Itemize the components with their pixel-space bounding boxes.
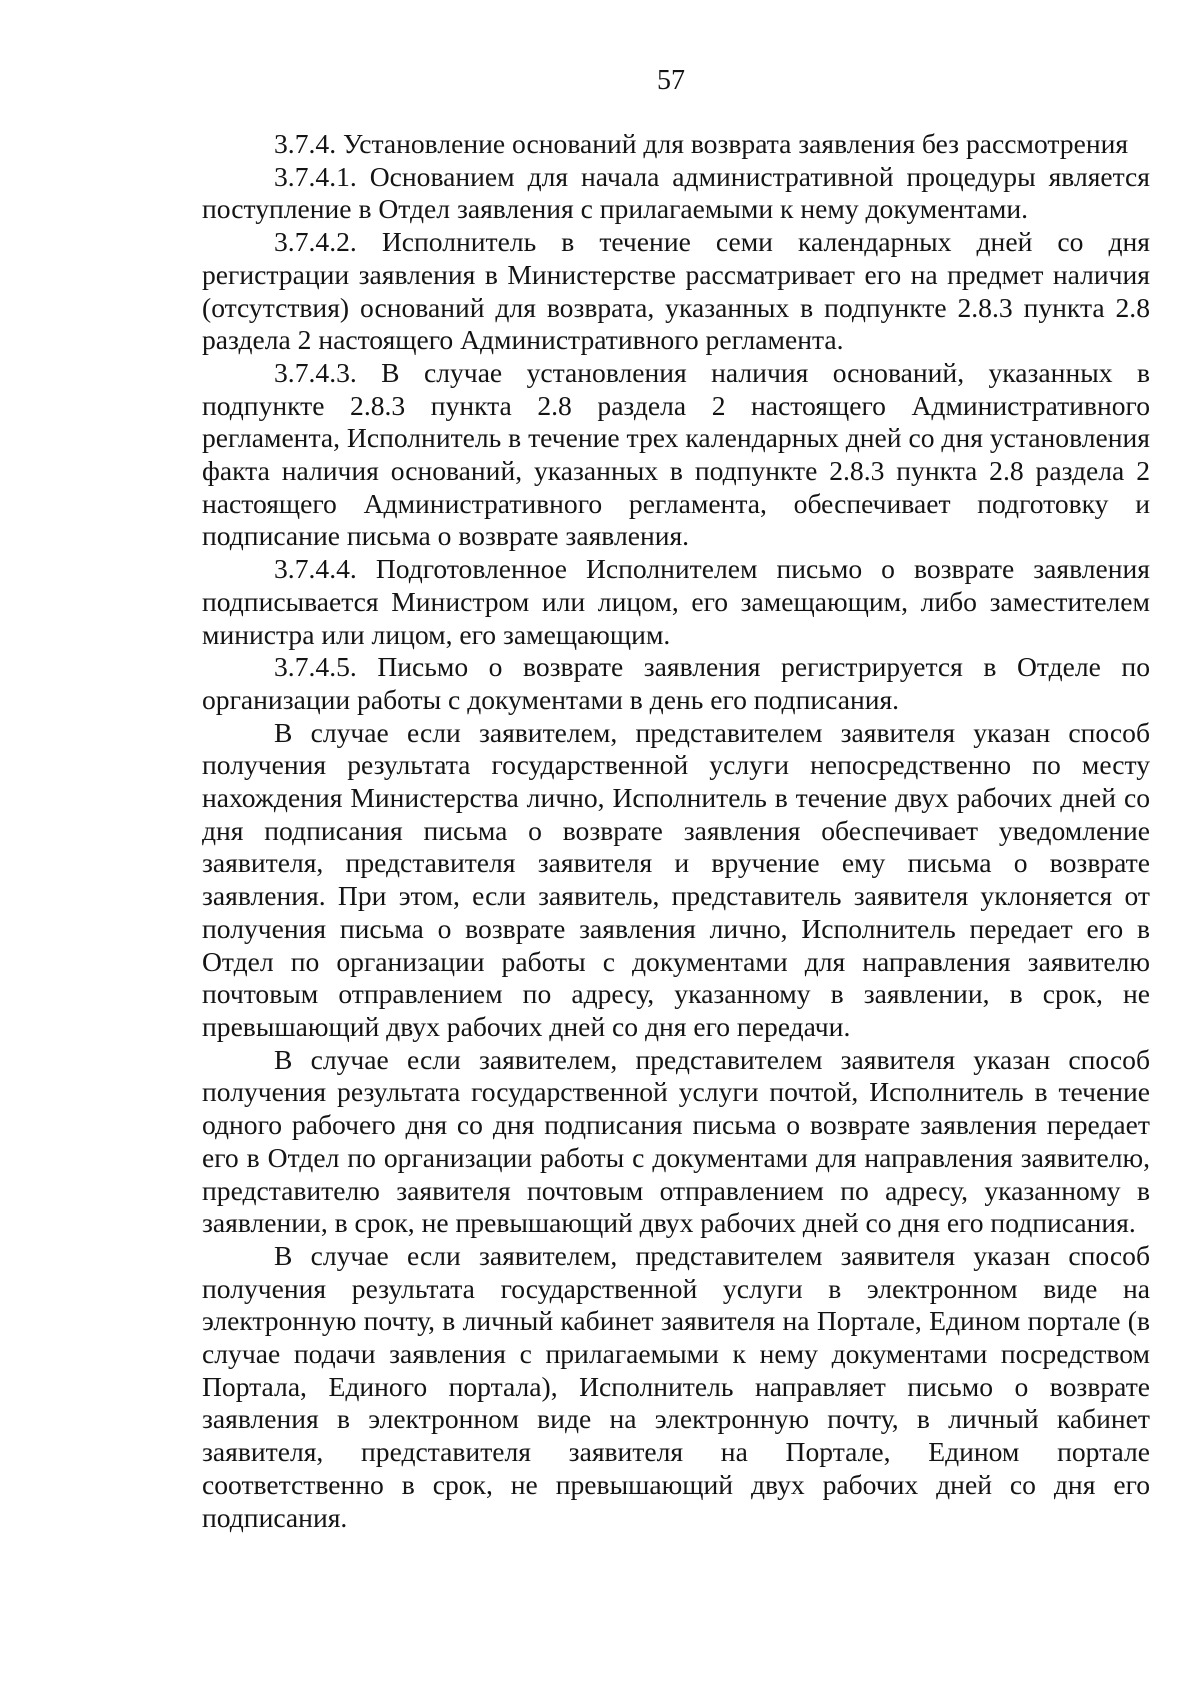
paragraph-postal-delivery: В случае если заявителем, представителем заявителя указан способ получения результата государственной услуги почтой, Исполнитель в течение одного рабочего дня со дня подписания письма о возврате заявления передает его в Отдел по организации работы с документами для направления заявителю, представителю заявителя почтовым отправлением по адресу, указанному в заявлении, в срок, не превышающий двух рабочих дней со дня его подписания. xyxy=(202,1043,1150,1239)
paragraph-electronic-delivery: В случае если заявителем, представителем заявителя указан способ получения результата государственной услуги в электронном виде на электронную почту, в личный кабинет заявителя на Портале, Едином портале (в случае подачи заявления с прилагаемыми к нему документами посредством Портала, Единого портала), Исполнитель направляет письмо о возврате заявления в электронном виде на электронную почту, в личный кабинет заявителя, представителя заявителя на Портале, Едином портале соответственно в срок, не превышающий двух рабочих дней со дня его подписания. xyxy=(202,1239,1150,1533)
paragraph-in-person-delivery: В случае если заявителем, представителем заявителя указан способ получения результата государственной услуги непосредственно по месту нахождения Министерства лично, Исполнитель в течение двух рабочих дней со дня подписания письма о возврате заявления обеспечивает уведомление заявителя, представителя заявителя и вручение ему письма о возврате заявления. При этом, если заявитель, представитель заявителя уклоняется от получения письма о возврате заявления лично, Исполнитель передает его в Отдел по организации работы с документами для направления заявителю почтовым отправлением по адресу, указанному в заявлении, в срок, не превышающий двух рабочих дней со дня его передачи. xyxy=(202,716,1150,1042)
paragraph-3-7-4-1: 3.7.4.1. Основанием для начала административной процедуры является поступление в Отдел заявления с прилагаемыми к нему документами. xyxy=(202,160,1150,225)
paragraph-3-7-4-3: 3.7.4.3. В случае установления наличия оснований, указанных в подпункте 2.8.3 пункта 2.8 раздела 2 настоящего Административного регламента, Исполнитель в течение трех календарных дней со дня установления факта наличия оснований, указанных в подпункте 2.8.3 пункта 2.8 раздела 2 настоящего Административного регламента, обеспечивает подготовку и подписание письма о возврате заявления. xyxy=(202,356,1150,552)
section-heading: 3.7.4. Установление оснований для возврата заявления без рассмотрения xyxy=(274,128,1129,159)
document-body xyxy=(202,128,1150,1534)
paragraph-3-7-4-5: 3.7.4.5. Письмо о возврате заявления регистрируется в Отделе по организации работы с документами в день его подписания. xyxy=(202,651,1150,715)
paragraph-3-7-4-2: 3.7.4.2. Исполнитель в течение семи календарных дней со дня регистрации заявления в Министерстве рассматривает его на предмет наличия (отсутствия) оснований для возврата, указанных в подпункте 2.8.3 пункта 2.8 раздела 2 настоящего Административного регламента. xyxy=(202,226,1150,356)
page-number: 57 xyxy=(657,65,685,96)
paragraph-3-7-4-4: 3.7.4.4. Подготовленное Исполнителем письмо о возврате заявления подписывается Министром или лицом, его замещающим, либо заместителем министра или лицом, его замещающим. xyxy=(202,553,1150,650)
